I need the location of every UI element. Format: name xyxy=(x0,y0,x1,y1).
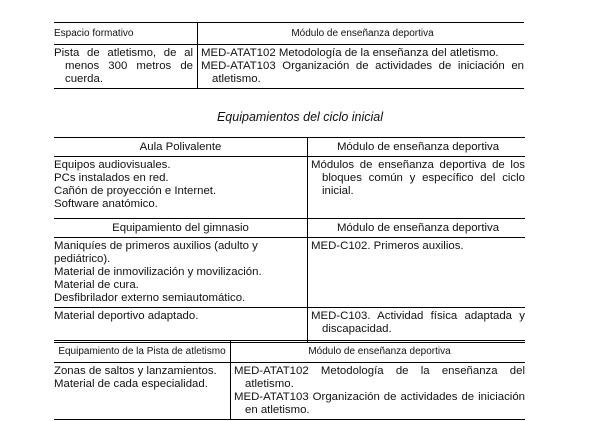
table-row xyxy=(54,157,525,219)
module-cell xyxy=(198,45,525,89)
module-cell xyxy=(308,157,526,219)
table-row xyxy=(54,238,525,308)
module-line: MED-ATAT102 Metodología de la enseñanza del atletismo. xyxy=(234,365,525,390)
training-space-table xyxy=(54,22,524,89)
column-header-space: Espacio formativo xyxy=(54,23,198,45)
column-header-gym: Equipamiento del gimnasio xyxy=(54,219,308,238)
module-text: MED-C103. Actividad física adaptada y discapacidad. xyxy=(311,310,525,335)
column-header-module: Módulo de enseñanza deportiva xyxy=(231,341,526,363)
table-row xyxy=(54,308,525,343)
table-header-row xyxy=(54,23,524,45)
track-equipment-table xyxy=(54,340,525,420)
equipment-cell xyxy=(54,363,231,420)
table-header-row xyxy=(54,138,525,157)
equipment-item: PCs instalados en red. xyxy=(54,172,169,184)
equipment-cell xyxy=(54,238,308,308)
equipment-item: Material deportivo adaptado. xyxy=(54,310,199,322)
equipment-item: Desfibrilador externo semiautomático. xyxy=(54,292,246,304)
column-header-track-equipment: Equipamiento de la Pista de atletismo xyxy=(54,341,231,363)
module-cell xyxy=(231,363,526,420)
module-line: MED-ATAT103 Organización de actividades de iniciación en atletismo. xyxy=(201,60,524,85)
column-header-module: Módulo de enseñanza deportiva xyxy=(198,23,525,45)
column-header-classroom: Aula Polivalente xyxy=(54,138,308,157)
equipment-item: Maniquíes de primeros auxilios (adulto y pediátrico). xyxy=(54,240,258,265)
equipment-item: Zonas de saltos y lanzamientos. xyxy=(54,365,217,377)
equipment-cell xyxy=(54,308,308,343)
equipment-item: Material de inmovilización y movilización. xyxy=(54,266,262,278)
table-header-row xyxy=(54,341,525,363)
equipment-item: Material de cada especialidad. xyxy=(54,378,208,390)
module-text: MED-C102. Primeros auxilios. xyxy=(311,240,464,252)
equipment-item: Equipos audiovisuales. xyxy=(54,159,171,171)
table-row xyxy=(54,45,524,89)
module-text: Módulos de enseñanza deportiva de los bloques común y específico del ciclo inicial. xyxy=(311,159,525,197)
module-cell xyxy=(308,238,526,308)
column-header-module: Módulo de enseñanza deportiva xyxy=(308,219,526,238)
column-header-module: Módulo de enseñanza deportiva xyxy=(308,138,526,157)
equipment-table xyxy=(54,137,525,343)
equipment-item: Cañón de proyección e Internet. xyxy=(54,185,217,197)
equipment-item: Material de cura. xyxy=(54,279,139,291)
module-line: MED-ATAT102 Metodología de la enseñanza del atletismo. xyxy=(201,47,499,59)
table-header-row xyxy=(54,219,525,238)
space-cell xyxy=(54,45,198,89)
space-text: Pista de atletismo, de al menos 300 metros de cuerda. xyxy=(54,47,193,85)
equipment-cell xyxy=(54,157,308,219)
module-cell xyxy=(308,308,526,343)
section-heading: Equipamientos del ciclo inicial xyxy=(216,110,384,124)
module-line: MED-ATAT103 Organización de actividades de iniciación en atletismo. xyxy=(234,391,525,416)
table-row xyxy=(54,363,525,420)
equipment-item: Software anatómico. xyxy=(54,198,158,210)
